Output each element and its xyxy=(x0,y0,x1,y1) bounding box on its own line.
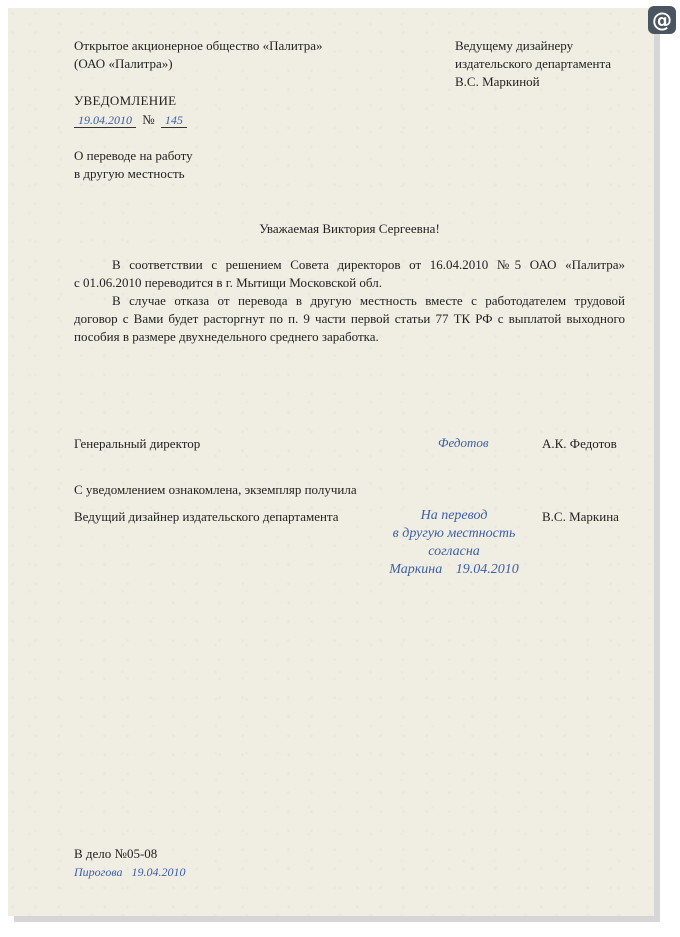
paragraph2-line3: пособия в размере двухнедельного среднего заработка. xyxy=(74,329,379,344)
paragraph2-line1: В случае отказа от перевода в другую местность вместе с работодателем трудовой xyxy=(112,293,625,308)
acknowledgement-title: Ведущий дизайнер издательского департамента xyxy=(74,509,339,524)
consent-signature-row xyxy=(374,561,534,579)
recipient-block xyxy=(455,37,611,91)
director-signature: Федотов xyxy=(438,435,489,450)
consent-date: 19.04.2010 xyxy=(455,562,519,577)
recipient-line3: В.С. Маркиной xyxy=(455,74,540,89)
acknowledgement-text: С уведомлением ознакомлена, экземпляр получила xyxy=(74,482,357,497)
consent-line2: в другую местность xyxy=(392,526,516,541)
document-page xyxy=(8,8,654,916)
sender-line2: (ОАО «Палитра») xyxy=(74,56,173,71)
subject-line2: в другую местность xyxy=(74,166,185,181)
director-title: Генеральный директор xyxy=(74,436,201,451)
sender-line1: Открытое акционерное общество «Палитра» xyxy=(74,38,323,53)
number-sign: № xyxy=(142,112,155,127)
consent-signature: Маркина xyxy=(389,562,443,577)
body-text xyxy=(74,256,625,346)
recipient-line2: издательского департамента xyxy=(455,56,612,71)
director-name: А.К. Федотов xyxy=(542,436,617,451)
recipient-line1: Ведущему дизайнеру xyxy=(455,38,574,53)
filing-date: 19.04.2010 xyxy=(131,865,186,879)
salutation: Уважаемая Виктория Сергеевна! xyxy=(259,221,440,236)
filing-signature: Пирогова xyxy=(74,865,123,879)
acknowledgement-name: В.С. Маркина xyxy=(542,509,619,524)
document-date: 19.04.2010 xyxy=(74,113,136,128)
document-type: УВЕДОМЛЕНИЕ xyxy=(74,93,177,108)
filing-text: В дело №05-08 xyxy=(74,846,158,861)
consent-line1: На перевод xyxy=(420,508,488,523)
filing-signature-row xyxy=(74,863,185,881)
document-number: 145 xyxy=(161,113,187,128)
date-number-row xyxy=(74,111,187,129)
paragraph2-line2: договор с Вами будет расторгнут по п. 9 части первой статьи 77 ТК РФ с выплатой выходного xyxy=(74,311,625,326)
paragraph1-line2: с 01.06.2010 переводится в г. Мытищи Московской обл. xyxy=(74,275,382,290)
subject-line1: О переводе на работу xyxy=(74,148,193,163)
at-sign-logo-icon: @ xyxy=(648,6,676,34)
subject-block xyxy=(74,147,193,183)
consent-line3: согласна xyxy=(428,544,480,559)
paragraph1-line1: В соответствии с решением Совета директоров от 16.04.2010 №5 ОАО «Палитра» xyxy=(112,257,625,272)
handwritten-consent xyxy=(374,507,534,579)
sender-block xyxy=(74,37,322,73)
